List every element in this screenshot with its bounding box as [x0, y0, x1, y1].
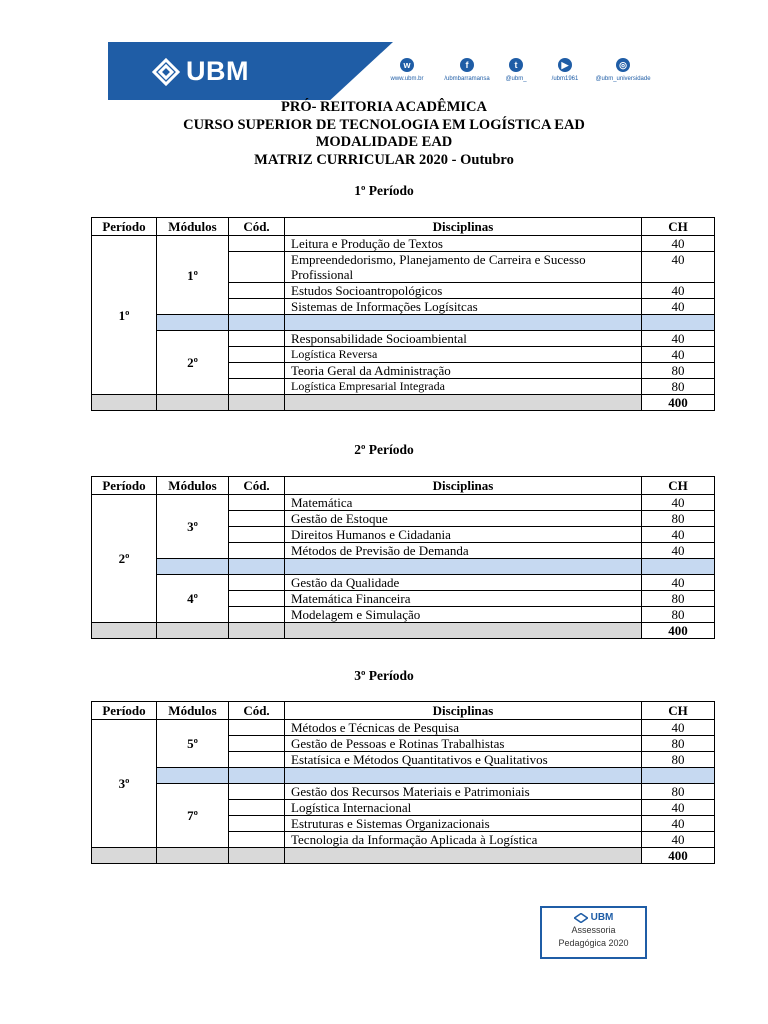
total-empty-cell [157, 623, 229, 639]
total-row [92, 395, 715, 411]
separator-cell [285, 768, 642, 784]
column-header-modulos: Módulos [157, 218, 229, 236]
column-header-modulos: Módulos [157, 702, 229, 720]
total-row [92, 848, 715, 864]
total-empty-cell [285, 395, 642, 411]
code-cell [229, 800, 285, 816]
discipline-cell: Gestão da Qualidade [285, 575, 642, 591]
column-header-periodo: Período [92, 702, 157, 720]
ch-cell: 80 [642, 752, 715, 768]
ch-cell: 40 [642, 347, 715, 363]
ubm-diamond-icon [152, 58, 180, 86]
table-header-row [92, 477, 715, 495]
total-empty-cell [157, 395, 229, 411]
discipline-cell: Gestão dos Recursos Materiais e Patrimoniais [285, 784, 642, 800]
ch-cell: 40 [642, 575, 715, 591]
discipline-cell: Estudos Socioantropológicos [285, 283, 642, 299]
module-cell: 4º [157, 575, 229, 623]
ch-cell: 40 [642, 832, 715, 848]
discipline-cell: Logística Empresarial Integrada [285, 379, 642, 395]
separator-cell [642, 315, 715, 331]
ch-cell: 80 [642, 363, 715, 379]
code-cell [229, 607, 285, 623]
discipline-cell: Logística Internacional [285, 800, 642, 816]
separator-cell [642, 559, 715, 575]
module-cell: 3º [157, 495, 229, 559]
separator-cell [285, 559, 642, 575]
code-cell [229, 379, 285, 395]
discipline-cell: Sistemas de Informações Logísitcas [285, 299, 642, 315]
code-cell [229, 543, 285, 559]
module-separator-row [92, 768, 715, 784]
code-cell [229, 591, 285, 607]
stamp-line: Pedagógica 2020 [558, 938, 629, 948]
separator-cell [157, 559, 229, 575]
code-cell [229, 527, 285, 543]
code-cell [229, 363, 285, 379]
header-line: MODALIDADE EAD [315, 134, 453, 150]
discipline-cell: Modelagem e Simulação [285, 607, 642, 623]
twitter-icon: t [509, 58, 523, 72]
total-empty-cell [92, 623, 157, 639]
header-line: CURSO SUPERIOR DE TECNOLOGIA EM LOGÍSTICA EAD [183, 116, 585, 133]
banner-blue-panel [108, 42, 393, 100]
social-label: @ubm_ [505, 76, 527, 82]
column-header-cod: Cód. [229, 702, 285, 720]
table-header-row [92, 218, 715, 236]
column-header-ch: CH [642, 702, 715, 720]
ch-cell: 80 [642, 736, 715, 752]
ch-cell: 80 [642, 784, 715, 800]
ch-cell: 40 [642, 252, 715, 283]
total-empty-cell [285, 623, 642, 639]
web-icon: w [400, 58, 414, 72]
code-cell [229, 575, 285, 591]
ch-cell: 40 [642, 236, 715, 252]
youtube-icon: ▶ [558, 58, 572, 72]
code-cell [229, 752, 285, 768]
module-separator-row [92, 559, 715, 575]
period-cell: 1º [92, 236, 157, 395]
module-cell: 2º [157, 331, 229, 395]
separator-cell [157, 768, 229, 784]
table-header-row [92, 702, 715, 720]
ch-cell: 40 [642, 720, 715, 736]
discipline-cell: Estruturas e Sistemas Organizacionais [285, 816, 642, 832]
code-cell [229, 252, 285, 283]
table-row [92, 331, 715, 347]
social-label: @ubm_universidade [595, 76, 651, 82]
header-line: PRÓ- REITORIA ACADÊMICA [281, 99, 487, 115]
curriculum-table [91, 476, 715, 639]
ch-cell: 80 [642, 607, 715, 623]
ch-cell: 40 [642, 331, 715, 347]
code-cell [229, 236, 285, 252]
module-separator-row [92, 315, 715, 331]
ch-cell: 80 [642, 591, 715, 607]
table-row [92, 720, 715, 736]
ubm-brand-text: UBM [186, 56, 249, 86]
discipline-cell: Responsabilidade Socioambiental [285, 331, 642, 347]
total-empty-cell [285, 848, 642, 864]
banner [108, 42, 658, 100]
code-cell [229, 511, 285, 527]
table-row [92, 784, 715, 800]
total-empty-cell [229, 623, 285, 639]
discipline-cell: Gestão de Estoque [285, 511, 642, 527]
period-title: 3º Período [354, 668, 414, 683]
code-cell [229, 299, 285, 315]
discipline-cell: Tecnologia da Informação Aplicada à Logística [285, 832, 642, 848]
total-empty-cell [92, 395, 157, 411]
separator-cell [642, 768, 715, 784]
period-title: 2º Período [354, 442, 414, 457]
discipline-cell: Matemática Financeira [285, 591, 642, 607]
discipline-cell: Logística Reversa [285, 347, 642, 363]
code-cell [229, 720, 285, 736]
discipline-cell: Leitura e Produção de Textos [285, 236, 642, 252]
facebook-icon: f [460, 58, 474, 72]
code-cell [229, 736, 285, 752]
module-cell: 7º [157, 784, 229, 848]
period-cell: 3º [92, 720, 157, 848]
total-row [92, 623, 715, 639]
module-cell: 5º [157, 720, 229, 768]
column-header-disciplinas: Disciplinas [285, 477, 642, 495]
code-cell [229, 495, 285, 511]
social-label: /ubm1961 [551, 76, 579, 82]
social-label: www.ubm.br [390, 76, 424, 82]
discipline-cell: Direitos Humanos e Cidadania [285, 527, 642, 543]
total-empty-cell [92, 848, 157, 864]
total-ch-cell: 400 [642, 395, 715, 411]
separator-cell [157, 315, 229, 331]
code-cell [229, 832, 285, 848]
period-title: 1º Período [354, 183, 414, 198]
total-empty-cell [229, 848, 285, 864]
period-cell: 2º [92, 495, 157, 623]
header-line: MATRIZ CURRICULAR 2020 - Outubro [254, 151, 514, 168]
total-empty-cell [157, 848, 229, 864]
ch-cell: 80 [642, 379, 715, 395]
total-ch-cell: 400 [642, 623, 715, 639]
ubm-diamond-icon [574, 913, 588, 923]
code-cell [229, 347, 285, 363]
social-youtube[interactable] [534, 58, 596, 82]
column-header-periodo: Período [92, 218, 157, 236]
total-empty-cell [229, 395, 285, 411]
separator-cell [229, 315, 285, 331]
table-row [92, 575, 715, 591]
ch-cell: 40 [642, 283, 715, 299]
code-cell [229, 816, 285, 832]
separator-cell [285, 315, 642, 331]
social-instagram[interactable] [592, 58, 654, 82]
stamp-logo [542, 912, 645, 923]
column-header-cod: Cód. [229, 218, 285, 236]
code-cell [229, 283, 285, 299]
separator-cell [229, 559, 285, 575]
column-header-ch: CH [642, 477, 715, 495]
module-cell: 1º [157, 236, 229, 315]
table-row [92, 236, 715, 252]
discipline-cell: Gestão de Pessoas e Rotinas Trabalhistas [285, 736, 642, 752]
discipline-cell: Teoria Geral da Administração [285, 363, 642, 379]
document-header [0, 99, 768, 169]
instagram-icon: ◎ [616, 58, 630, 72]
column-header-disciplinas: Disciplinas [285, 702, 642, 720]
column-header-periodo: Período [92, 477, 157, 495]
stamp-line: Assessoria [571, 925, 616, 935]
code-cell [229, 331, 285, 347]
code-cell [229, 784, 285, 800]
ch-cell: 40 [642, 527, 715, 543]
discipline-cell: Métodos de Previsão de Demanda [285, 543, 642, 559]
assessoria-stamp [540, 906, 647, 959]
separator-cell [229, 768, 285, 784]
ch-cell: 40 [642, 299, 715, 315]
column-header-disciplinas: Disciplinas [285, 218, 642, 236]
column-header-ch: CH [642, 218, 715, 236]
discipline-cell: Estatísica e Métodos Quantitativos e Qualitativos [285, 752, 642, 768]
column-header-cod: Cód. [229, 477, 285, 495]
discipline-cell: Métodos e Técnicas de Pesquisa [285, 720, 642, 736]
ch-cell: 40 [642, 800, 715, 816]
curriculum-table [91, 217, 715, 411]
ch-cell: 40 [642, 543, 715, 559]
social-label: /ubmbarramansa [444, 76, 490, 82]
discipline-cell: Empreendedorismo, Planejamento de Carreira e Sucesso Profissional [285, 252, 642, 283]
column-header-modulos: Módulos [157, 477, 229, 495]
ubm-logo [152, 56, 249, 87]
social-web[interactable] [376, 58, 438, 82]
curriculum-table [91, 701, 715, 864]
stamp-brand: UBM [590, 912, 614, 923]
table-row [92, 495, 715, 511]
ch-cell: 80 [642, 511, 715, 527]
ch-cell: 40 [642, 816, 715, 832]
total-ch-cell: 400 [642, 848, 715, 864]
discipline-cell: Matemática [285, 495, 642, 511]
ch-cell: 40 [642, 495, 715, 511]
